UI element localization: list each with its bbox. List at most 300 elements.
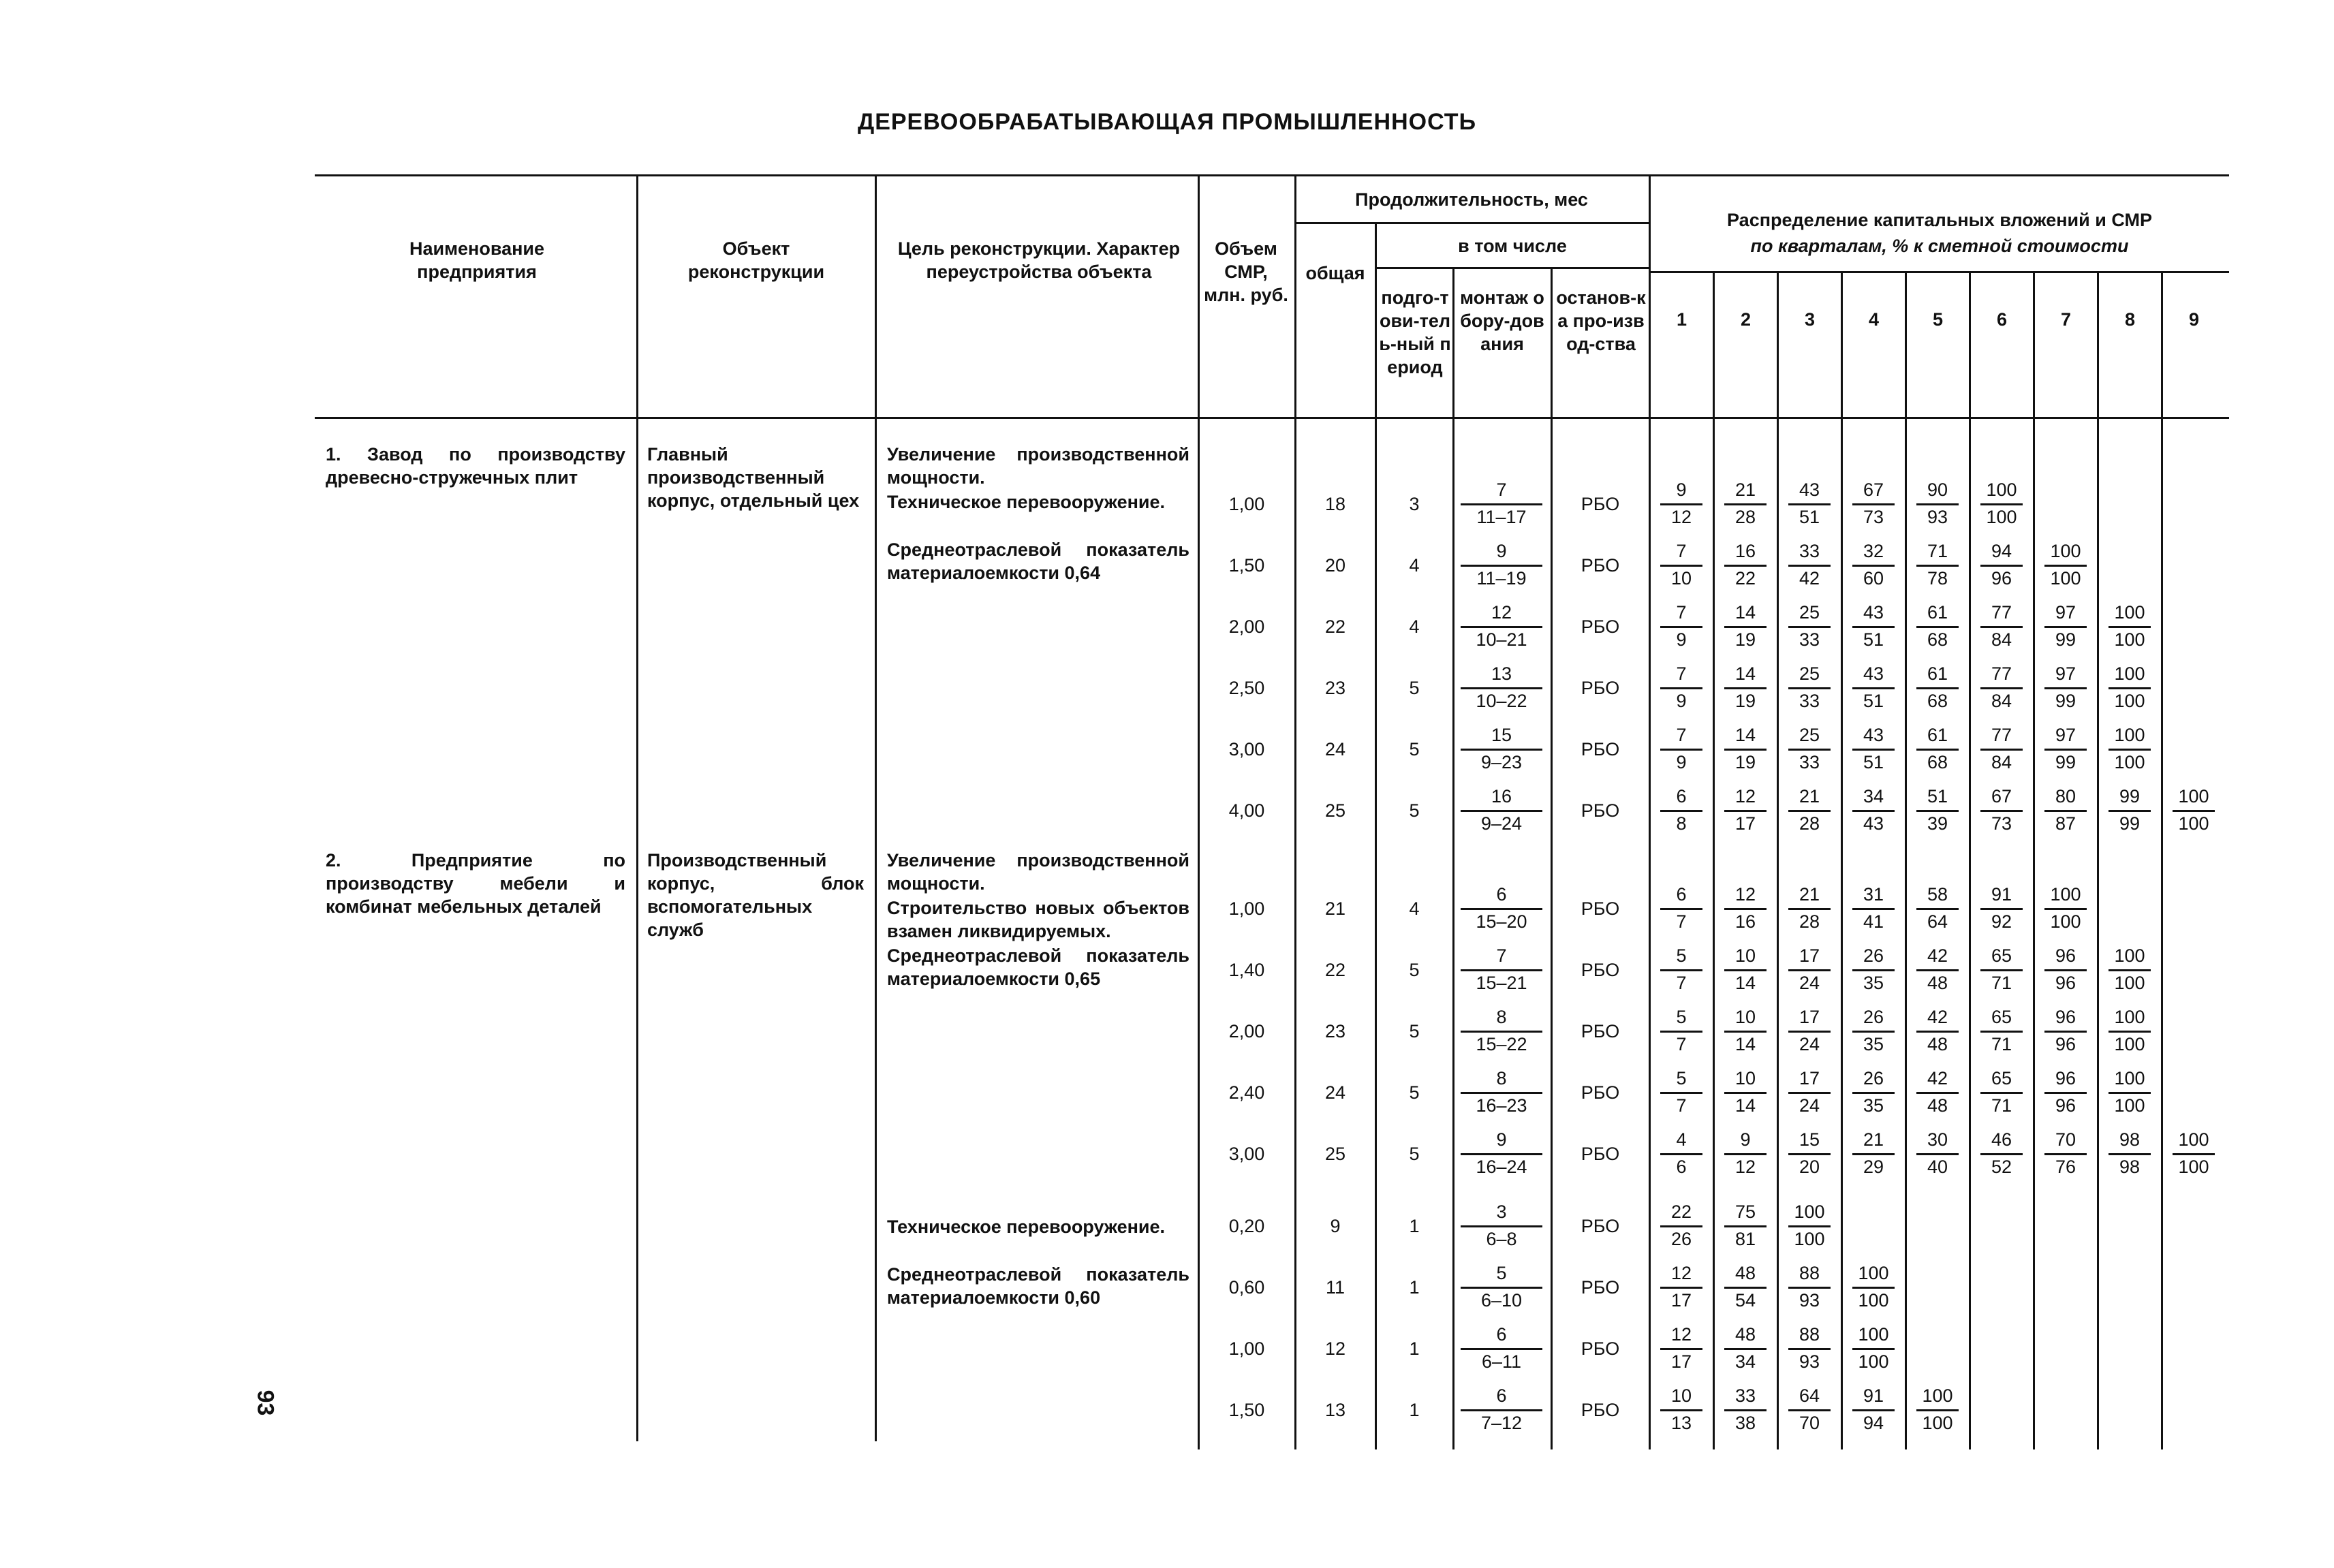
fraction-numerator: 77 bbox=[1991, 602, 2012, 623]
total-duration-cell: 24 bbox=[1324, 1082, 1346, 1103]
volume-cell: 1,40 bbox=[1228, 960, 1265, 980]
fraction-bar bbox=[1660, 810, 1702, 812]
fraction-numerator: 96 bbox=[2055, 1068, 2076, 1088]
mount-duration-fraction bbox=[1451, 541, 1552, 590]
total-duration-cell: 24 bbox=[1324, 739, 1346, 759]
quarter-fraction bbox=[1720, 541, 1771, 590]
quarter-fraction bbox=[1720, 1324, 1771, 1373]
table-top-rule bbox=[315, 174, 2229, 176]
fraction-bar bbox=[1660, 503, 1702, 505]
quarter-fraction bbox=[1784, 1324, 1835, 1373]
fraction-denominator: 100 bbox=[2114, 691, 2145, 711]
quarter-fraction bbox=[1912, 884, 1963, 933]
fraction-denominator: 41 bbox=[1863, 911, 1884, 932]
fraction-numerator: 88 bbox=[1799, 1324, 1820, 1345]
fraction-bar bbox=[1660, 1092, 1702, 1094]
fraction-bar bbox=[1724, 1348, 1767, 1350]
fraction-numerator: 33 bbox=[1799, 541, 1820, 561]
fraction-numerator: 96 bbox=[2055, 1007, 2076, 1027]
fraction-bar bbox=[1980, 626, 2023, 628]
fraction-denominator: 99 bbox=[2119, 813, 2141, 834]
fraction-bar bbox=[1788, 503, 1831, 505]
fraction-numerator: 100 bbox=[2050, 541, 2081, 561]
fraction-bar bbox=[2044, 565, 2087, 567]
fraction-bar bbox=[2044, 687, 2087, 689]
fraction-bar bbox=[1980, 687, 2023, 689]
fraction-bar bbox=[2044, 908, 2087, 910]
fraction-bar bbox=[1724, 687, 1767, 689]
quarter-fraction bbox=[1656, 602, 1707, 651]
prep-period-cell: 5 bbox=[1409, 678, 1420, 698]
fraction-numerator: 100 bbox=[1986, 480, 2017, 500]
quarter-fraction bbox=[2104, 602, 2155, 651]
fraction-denominator: 100 bbox=[2114, 1095, 2145, 1116]
quarter-header: 5 bbox=[1932, 309, 1944, 330]
quarter-fraction bbox=[1976, 1007, 2027, 1056]
quarter-fraction bbox=[2040, 1129, 2091, 1178]
volume-cell: 3,00 bbox=[1228, 739, 1265, 759]
prep-period-cell: 4 bbox=[1409, 898, 1420, 919]
production-stop-cell: РБО bbox=[1581, 494, 1620, 514]
fraction-bar bbox=[1724, 503, 1767, 505]
quarter-fraction bbox=[1848, 945, 1899, 994]
group-2-goal-2: Строительство новых объектов взамен ликвидируемых. bbox=[887, 898, 1189, 941]
production-stop-cell: РБО bbox=[1581, 739, 1620, 759]
fraction-bar bbox=[2109, 810, 2151, 812]
quarter-fraction bbox=[1720, 1068, 1771, 1117]
fraction-denominator: 100 bbox=[1858, 1351, 1889, 1372]
fraction-bar bbox=[2044, 626, 2087, 628]
fraction-numerator: 96 bbox=[2055, 945, 2076, 966]
fraction-numerator: 8 bbox=[1496, 1007, 1507, 1027]
production-stop-cell: РБО bbox=[1581, 898, 1620, 919]
fraction-denominator: 68 bbox=[1927, 691, 1948, 711]
header-object: Объект реконструкции bbox=[687, 238, 825, 282]
fraction-bar bbox=[1980, 969, 2023, 971]
quarter-fraction bbox=[1656, 1068, 1707, 1117]
group-2-goal-3: Среднеотраслевой показатель материалоемкости 0,65 bbox=[887, 945, 1189, 989]
col-divider-q5 bbox=[1905, 271, 1907, 1449]
quarter-fraction bbox=[1720, 786, 1771, 835]
quarter-fraction bbox=[1656, 884, 1707, 933]
volume-cell: 0,20 bbox=[1228, 1216, 1265, 1236]
fraction-numerator: 51 bbox=[1927, 786, 1948, 806]
quarter-fraction bbox=[1912, 1385, 1963, 1434]
header-goal: Цель реконструкции. Характер переустройства объекта bbox=[897, 238, 1181, 282]
quarter-fraction bbox=[1784, 1068, 1835, 1117]
group-2-name: 2. Предприятие по производству мебели и комбинат мебельных деталей bbox=[326, 850, 625, 917]
production-stop-cell: РБО bbox=[1581, 1144, 1620, 1164]
fraction-denominator: 71 bbox=[1991, 1034, 2012, 1054]
quarter-header: 2 bbox=[1740, 309, 1752, 330]
fraction-numerator: 6 bbox=[1676, 786, 1687, 806]
quarter-fraction bbox=[1656, 663, 1707, 712]
prep-period-cell: 1 bbox=[1409, 1277, 1420, 1298]
fraction-bar bbox=[1980, 1031, 2023, 1033]
quarter-fraction bbox=[1848, 725, 1899, 774]
fraction-bar bbox=[2109, 749, 2151, 751]
fraction-bar bbox=[1461, 565, 1542, 567]
fraction-numerator: 58 bbox=[1927, 884, 1948, 905]
fraction-numerator: 6 bbox=[1496, 1324, 1507, 1345]
fraction-denominator: 29 bbox=[1863, 1157, 1884, 1177]
prep-period-cell: 5 bbox=[1409, 739, 1420, 759]
mount-duration-fraction bbox=[1451, 1202, 1552, 1251]
col-divider-2 bbox=[875, 174, 877, 1441]
fraction-denominator: 42 bbox=[1799, 568, 1820, 589]
volume-cell: 4,00 bbox=[1228, 800, 1265, 821]
fraction-numerator: 91 bbox=[1863, 1385, 1884, 1406]
fraction-bar bbox=[1724, 1031, 1767, 1033]
quarter-fraction bbox=[1784, 725, 1835, 774]
fraction-bar bbox=[2109, 1031, 2151, 1033]
fraction-bar bbox=[1461, 1409, 1542, 1411]
fraction-denominator: 17 bbox=[1670, 1351, 1692, 1372]
fraction-denominator: 7 bbox=[1676, 973, 1687, 993]
prep-period-cell: 4 bbox=[1409, 555, 1420, 576]
header-mount: монтаж обору-дования bbox=[1460, 287, 1544, 354]
quarter-fraction bbox=[1784, 1007, 1835, 1056]
fraction-bar bbox=[2044, 1153, 2087, 1155]
col-divider-q2 bbox=[1713, 271, 1715, 1449]
fraction-denominator: 33 bbox=[1799, 629, 1820, 650]
fraction-bar bbox=[1461, 969, 1542, 971]
quarter-fraction bbox=[1912, 602, 1963, 651]
fraction-bar bbox=[1980, 1092, 2023, 1094]
fraction-numerator: 80 bbox=[2055, 786, 2076, 806]
fraction-bar bbox=[1724, 565, 1767, 567]
mount-duration-fraction bbox=[1451, 1324, 1552, 1373]
fraction-bar bbox=[1916, 908, 1959, 910]
fraction-denominator: 96 bbox=[2055, 1095, 2076, 1116]
fraction-denominator: 16–23 bbox=[1476, 1095, 1527, 1116]
fraction-denominator: 15–20 bbox=[1476, 911, 1527, 932]
quarter-header: 1 bbox=[1676, 309, 1687, 330]
quarter-header: 9 bbox=[2188, 309, 2200, 330]
fraction-bar bbox=[1852, 908, 1895, 910]
total-duration-cell: 20 bbox=[1324, 555, 1346, 576]
quarter-fraction bbox=[1720, 480, 1771, 529]
quarter-fraction bbox=[1976, 480, 2027, 529]
fraction-numerator: 100 bbox=[1858, 1263, 1889, 1283]
col-divider-q3 bbox=[1777, 271, 1779, 1449]
production-stop-cell: РБО bbox=[1581, 960, 1620, 980]
quarter-fraction bbox=[1656, 945, 1707, 994]
fraction-denominator: 100 bbox=[1858, 1290, 1889, 1311]
quarter-fraction bbox=[1912, 786, 1963, 835]
quarter-header: 3 bbox=[1804, 309, 1816, 330]
quarter-fraction bbox=[1656, 1324, 1707, 1373]
quarter-fraction bbox=[1848, 1129, 1899, 1178]
quarter-fraction bbox=[1848, 1385, 1899, 1434]
fraction-bar bbox=[1660, 687, 1702, 689]
group-1-goal-3: Среднеотраслевой показатель материалоемкости 0,64 bbox=[887, 539, 1189, 583]
fraction-numerator: 26 bbox=[1863, 1007, 1884, 1027]
group-1-name: 1. Завод по производству древесно-стружечных плит bbox=[326, 444, 625, 488]
total-duration-cell: 23 bbox=[1324, 678, 1346, 698]
fraction-bar bbox=[1461, 1348, 1542, 1350]
fraction-denominator: 14 bbox=[1734, 1095, 1756, 1116]
fraction-bar bbox=[1724, 810, 1767, 812]
fraction-bar bbox=[1660, 1348, 1702, 1350]
fraction-denominator: 100 bbox=[1794, 1229, 1825, 1249]
fraction-denominator: 84 bbox=[1991, 691, 2012, 711]
production-stop-cell: РБО bbox=[1581, 800, 1620, 821]
quarter-header: 4 bbox=[1868, 309, 1880, 330]
page-title: ДЕРЕВООБРАБАТЫВАЮЩАЯ ПРОМЫШЛЕННОСТЬ bbox=[857, 109, 1477, 135]
fraction-denominator: 71 bbox=[1991, 973, 2012, 993]
fraction-bar bbox=[1788, 1031, 1831, 1033]
fraction-numerator: 97 bbox=[2055, 725, 2076, 745]
page-number: 93 bbox=[252, 1390, 279, 1416]
quarter-fraction bbox=[1720, 1385, 1771, 1434]
fraction-bar bbox=[1724, 1409, 1767, 1411]
quarter-fraction bbox=[2040, 541, 2091, 590]
fraction-bar bbox=[1980, 749, 2023, 751]
fraction-denominator: 9–24 bbox=[1480, 813, 1523, 834]
header-duration: Продолжительность, мес bbox=[1355, 189, 1588, 210]
prep-period-cell: 1 bbox=[1409, 1338, 1420, 1359]
quarter-fraction bbox=[1784, 786, 1835, 835]
fraction-numerator: 70 bbox=[2055, 1129, 2076, 1150]
fraction-denominator: 35 bbox=[1863, 1095, 1884, 1116]
fraction-numerator: 100 bbox=[2050, 884, 2081, 905]
fraction-numerator: 6 bbox=[1496, 884, 1507, 905]
quarter-fraction bbox=[2168, 1129, 2219, 1178]
fraction-numerator: 10 bbox=[1734, 1068, 1756, 1088]
fraction-denominator: 94 bbox=[1863, 1413, 1884, 1433]
including-header-rule bbox=[1375, 267, 1649, 269]
volume-cell: 2,00 bbox=[1228, 1021, 1265, 1041]
fraction-denominator: 28 bbox=[1734, 507, 1756, 527]
fraction-denominator: 38 bbox=[1734, 1413, 1756, 1433]
volume-cell: 0,60 bbox=[1228, 1277, 1265, 1298]
production-stop-cell: РБО bbox=[1581, 1338, 1620, 1359]
quarter-fraction bbox=[1976, 1068, 2027, 1117]
fraction-denominator: 7 bbox=[1676, 1034, 1687, 1054]
fraction-denominator: 6–11 bbox=[1481, 1351, 1522, 1372]
quarter-fraction bbox=[1656, 1385, 1707, 1434]
quarter-fraction bbox=[1976, 663, 2027, 712]
fraction-numerator: 12 bbox=[1734, 786, 1756, 806]
fraction-bar bbox=[2044, 810, 2087, 812]
quarter-fraction bbox=[1912, 945, 1963, 994]
fraction-bar bbox=[1461, 1225, 1542, 1227]
col-divider-8 bbox=[1649, 174, 1651, 1449]
quarter-fraction bbox=[1720, 602, 1771, 651]
fraction-denominator: 19 bbox=[1734, 752, 1756, 772]
fraction-numerator: 21 bbox=[1799, 786, 1820, 806]
fraction-numerator: 17 bbox=[1799, 1007, 1820, 1027]
header-including: в том числе bbox=[1458, 236, 1567, 256]
fraction-numerator: 12 bbox=[1670, 1263, 1692, 1283]
fraction-bar bbox=[1980, 503, 2023, 505]
fraction-bar bbox=[1724, 1153, 1767, 1155]
header-distribution-sub: по кварталам, % к сметной стоимости bbox=[1750, 236, 2129, 256]
fraction-bar bbox=[1660, 749, 1702, 751]
fraction-denominator: 17 bbox=[1734, 813, 1756, 834]
group-2-goal2-1: Техническое перевооружение. bbox=[887, 1217, 1166, 1237]
fraction-numerator: 12 bbox=[1734, 884, 1756, 905]
fraction-bar bbox=[1852, 1092, 1895, 1094]
fraction-denominator: 99 bbox=[2055, 752, 2076, 772]
fraction-denominator: 60 bbox=[1863, 568, 1884, 589]
fraction-numerator: 34 bbox=[1863, 786, 1884, 806]
quarter-fraction bbox=[1976, 945, 2027, 994]
total-duration-cell: 22 bbox=[1324, 616, 1346, 637]
fraction-denominator: 24 bbox=[1799, 1095, 1820, 1116]
quarter-fraction bbox=[1720, 725, 1771, 774]
fraction-numerator: 46 bbox=[1991, 1129, 2012, 1150]
mount-duration-fraction bbox=[1451, 1263, 1552, 1312]
fraction-denominator: 11–17 bbox=[1476, 507, 1527, 527]
fraction-bar bbox=[1724, 626, 1767, 628]
fraction-denominator: 28 bbox=[1799, 911, 1820, 932]
fraction-denominator: 71 bbox=[1991, 1095, 2012, 1116]
quarter-fraction bbox=[1784, 884, 1835, 933]
fraction-bar bbox=[1788, 1348, 1831, 1350]
fraction-denominator: 12 bbox=[1734, 1157, 1756, 1177]
fraction-numerator: 9 bbox=[1496, 541, 1507, 561]
fraction-bar bbox=[2109, 626, 2151, 628]
fraction-numerator: 15 bbox=[1799, 1129, 1820, 1150]
fraction-denominator: 64 bbox=[1927, 911, 1948, 932]
fraction-numerator: 33 bbox=[1734, 1385, 1756, 1406]
quarter-fraction bbox=[1720, 1202, 1771, 1251]
quarter-fraction bbox=[1784, 945, 1835, 994]
fraction-bar bbox=[2173, 1153, 2215, 1155]
header-distribution: Распределение капитальных вложений и СМР bbox=[1727, 210, 2152, 230]
quarter-fraction bbox=[2104, 1129, 2155, 1178]
production-stop-cell: РБО bbox=[1581, 555, 1620, 576]
fraction-denominator: 10 bbox=[1670, 568, 1692, 589]
fraction-denominator: 10–21 bbox=[1476, 629, 1527, 650]
fraction-denominator: 6–10 bbox=[1480, 1290, 1523, 1311]
fraction-bar bbox=[1916, 969, 1959, 971]
quarter-fraction bbox=[1720, 884, 1771, 933]
total-duration-cell: 25 bbox=[1324, 1144, 1346, 1164]
fraction-bar bbox=[1980, 565, 2023, 567]
mount-duration-fraction bbox=[1451, 602, 1552, 651]
fraction-bar bbox=[1660, 1153, 1702, 1155]
fraction-denominator: 93 bbox=[1927, 507, 1948, 527]
quarter-fraction bbox=[1848, 1263, 1899, 1312]
quarter-fraction bbox=[1912, 725, 1963, 774]
header-total: общая bbox=[1305, 263, 1365, 283]
production-stop-cell: РБО bbox=[1581, 1216, 1620, 1236]
fraction-numerator: 25 bbox=[1799, 602, 1820, 623]
fraction-denominator: 100 bbox=[2114, 629, 2145, 650]
fraction-numerator: 25 bbox=[1799, 725, 1820, 745]
fraction-bar bbox=[1916, 687, 1959, 689]
fraction-bar bbox=[1852, 1031, 1895, 1033]
col-divider-1 bbox=[636, 174, 638, 1441]
fraction-numerator: 17 bbox=[1799, 1068, 1820, 1088]
group-1-object: Главный производственный корпус, отдельный цех bbox=[647, 444, 860, 511]
total-duration-cell: 23 bbox=[1324, 1021, 1346, 1041]
fraction-numerator: 100 bbox=[2114, 1007, 2145, 1027]
fraction-numerator: 12 bbox=[1670, 1324, 1692, 1345]
mount-duration-fraction bbox=[1451, 1385, 1552, 1434]
fraction-denominator: 24 bbox=[1799, 1034, 1820, 1054]
fraction-bar bbox=[1461, 749, 1542, 751]
header-bottom-rule bbox=[315, 417, 2229, 419]
fraction-bar bbox=[2109, 1153, 2151, 1155]
fraction-numerator: 100 bbox=[2114, 663, 2145, 684]
fraction-bar bbox=[1660, 565, 1702, 567]
fraction-numerator: 100 bbox=[2114, 725, 2145, 745]
fraction-bar bbox=[1461, 1287, 1542, 1289]
mount-duration-fraction bbox=[1451, 884, 1552, 933]
fraction-numerator: 94 bbox=[1991, 541, 2012, 561]
fraction-bar bbox=[1788, 969, 1831, 971]
fraction-bar bbox=[1852, 503, 1895, 505]
fraction-numerator: 31 bbox=[1863, 884, 1884, 905]
quarter-header-rule bbox=[1649, 271, 2229, 273]
fraction-bar bbox=[2173, 810, 2215, 812]
quarter-fraction bbox=[1976, 786, 2027, 835]
fraction-numerator: 61 bbox=[1927, 663, 1948, 684]
fraction-denominator: 48 bbox=[1927, 1034, 1948, 1054]
fraction-bar bbox=[1660, 969, 1702, 971]
fraction-bar bbox=[1852, 687, 1895, 689]
fraction-numerator: 43 bbox=[1863, 725, 1884, 745]
fraction-numerator: 9 bbox=[1496, 1129, 1507, 1150]
quarter-fraction bbox=[2040, 1068, 2091, 1117]
total-duration-cell: 13 bbox=[1324, 1400, 1346, 1420]
fraction-denominator: 16–24 bbox=[1476, 1157, 1527, 1177]
fraction-denominator: 81 bbox=[1734, 1229, 1756, 1249]
fraction-denominator: 100 bbox=[2050, 568, 2081, 589]
quarter-fraction bbox=[1784, 602, 1835, 651]
quarter-fraction bbox=[1976, 884, 2027, 933]
fraction-numerator: 32 bbox=[1863, 541, 1884, 561]
fraction-numerator: 7 bbox=[1496, 945, 1507, 966]
fraction-bar bbox=[1916, 1031, 1959, 1033]
fraction-denominator: 87 bbox=[2055, 813, 2076, 834]
col-divider-q4 bbox=[1841, 271, 1843, 1449]
fraction-numerator: 21 bbox=[1799, 884, 1820, 905]
fraction-denominator: 48 bbox=[1927, 1095, 1948, 1116]
fraction-denominator: 73 bbox=[1863, 507, 1884, 527]
volume-cell: 2,40 bbox=[1228, 1082, 1265, 1103]
fraction-denominator: 51 bbox=[1863, 752, 1884, 772]
fraction-denominator: 16 bbox=[1734, 911, 1756, 932]
fraction-bar bbox=[1461, 687, 1542, 689]
fraction-denominator: 68 bbox=[1927, 752, 1948, 772]
fraction-denominator: 22 bbox=[1734, 568, 1756, 589]
fraction-numerator: 7 bbox=[1676, 541, 1687, 561]
prep-period-cell: 5 bbox=[1409, 800, 1420, 821]
fraction-bar bbox=[1788, 749, 1831, 751]
fraction-numerator: 30 bbox=[1927, 1129, 1948, 1150]
total-duration-cell: 18 bbox=[1324, 494, 1346, 514]
fraction-numerator: 12 bbox=[1491, 602, 1512, 623]
quarter-fraction bbox=[1912, 663, 1963, 712]
fraction-denominator: 100 bbox=[1986, 507, 2017, 527]
production-stop-cell: РБО bbox=[1581, 678, 1620, 698]
fraction-bar bbox=[2109, 1092, 2151, 1094]
fraction-denominator: 10–22 bbox=[1476, 691, 1527, 711]
quarter-fraction bbox=[1976, 725, 2027, 774]
fraction-denominator: 100 bbox=[1922, 1413, 1953, 1433]
fraction-numerator: 65 bbox=[1991, 1068, 2012, 1088]
fraction-numerator: 61 bbox=[1927, 725, 1948, 745]
fraction-numerator: 15 bbox=[1491, 725, 1512, 745]
quarter-fraction bbox=[1784, 480, 1835, 529]
fraction-numerator: 3 bbox=[1496, 1202, 1507, 1222]
quarter-fraction bbox=[1784, 1263, 1835, 1312]
